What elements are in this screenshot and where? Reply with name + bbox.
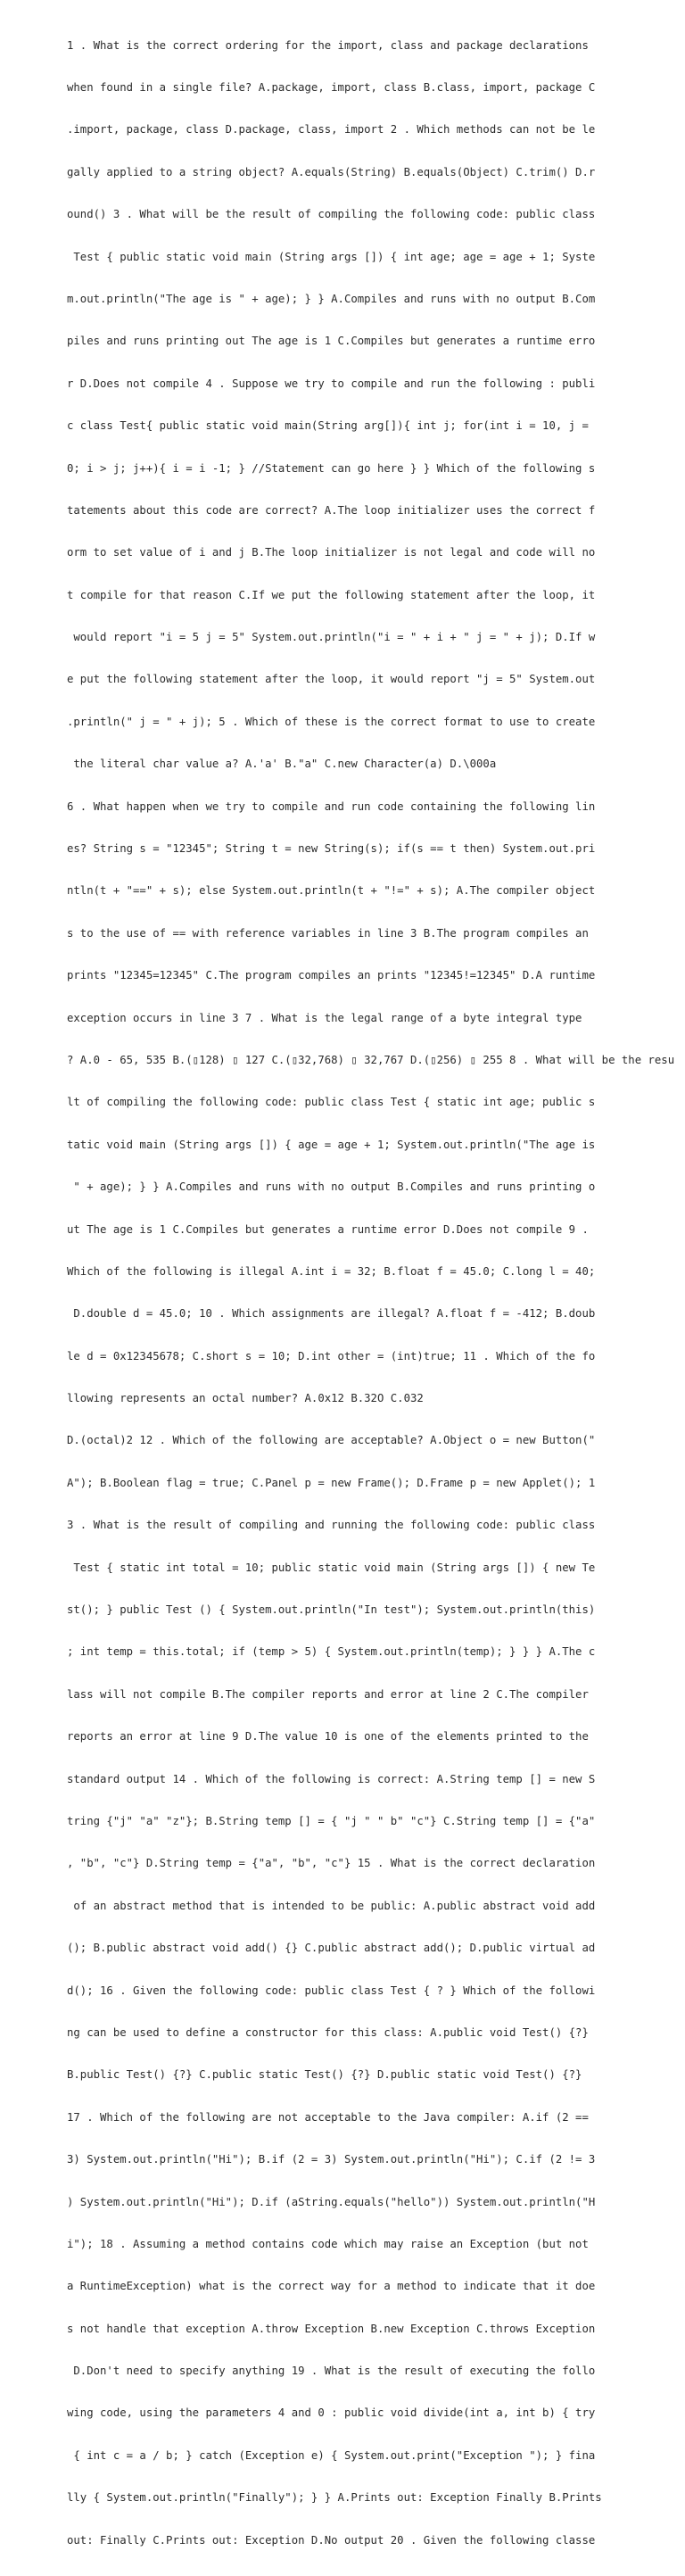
text-line: A"); B.Boolean flag = true; C.Panel p = new Frame(); D.Frame p = new Applet(); 1 [67, 1476, 596, 1489]
text-line: orm to set value of i and j B.The loop initializer is not legal and code will no [67, 546, 596, 559]
text-line: d(); 16 . Given the following code: public class Test { ? } Which of the followi [67, 1984, 596, 1997]
text-line: { int c = a / b; } catch (Exception e) { System.out.print("Exception "); } fina [67, 2448, 596, 2462]
text-line: (); B.public abstract void add() {} C.public abstract add(); D.public virtual ad [67, 1942, 596, 1955]
text-line: Which of the following is illegal A.int i = 32; B.float f = 45.0; C.long l = 40; [67, 1264, 596, 1278]
text-line: of an abstract method that is intended to be public: A.public abstract void add [67, 1899, 596, 1912]
text-line: ) System.out.println("Hi"); D.if (aString.equals("hello")) System.out.println("H [67, 2195, 596, 2208]
document-text [67, 11, 674, 2576]
text-line: ; int temp = this.total; if (temp > 5) { System.out.println(temp); } } } A.The c [67, 1645, 596, 1659]
text-line: out: Finally C.Prints out: Exception D.No output 20 . Given the following classe [67, 2533, 596, 2547]
text-line: , "b", "c"} D.String temp = {"a", "b", "c"} 15 . What is the correct declaration [67, 1857, 596, 1870]
text-line: the literal char value a? A.'a' B."a" C.new Character(a) D.\000a [67, 758, 497, 771]
text-line: a RuntimeException) what is the correct way for a method to indicate that it doe [67, 2280, 596, 2293]
text-line: s not handle that exception A.throw Exception B.new Exception C.throws Exception [67, 2322, 596, 2335]
text-line: 3 . What is the result of compiling and running the following code: public class [67, 1519, 596, 1532]
text-line: piles and runs printing out The age is 1 C.Compiles but generates a runtime erro [67, 335, 596, 348]
text-line: Test { public static void main (String args []) { int age; age = age + 1; Syste [67, 250, 596, 263]
text-line: c class Test{ public static void main(String arg[]){ int j; for(int i = 10, j = [67, 419, 589, 433]
text-line: B.public Test() {?} C.public static Test() {?} D.public static void Test() {?} [67, 2068, 582, 2082]
text-line: ut The age is 1 C.Compiles but generates a runtime error D.Does not compile 9 . [67, 1222, 589, 1236]
text-line: e put the following statement after the loop, it would report "j = 5" System.out [67, 673, 596, 686]
text-line: 6 . What happen when we try to compile and run code containing the following lin [67, 799, 596, 813]
text-line: Test { static int total = 10; public static void main (String args []) { new Te [67, 1561, 596, 1574]
text-line: m.out.println("The age is " + age); } } A.Compiles and runs with no output B.Com [67, 292, 596, 305]
text-line: D.(octal)2 12 . Which of the following are acceptable? A.Object o = new Button(" [67, 1434, 596, 1447]
text-line: i"); 18 . Assuming a method contains code which may raise an Exception (but not [67, 2237, 589, 2250]
text-line: r D.Does not compile 4 . Suppose we try to compile and run the following : publi [67, 377, 596, 390]
text-line: D.Don't need to specify anything 19 . What is the result of executing the follo [67, 2365, 596, 2378]
text-line: prints "12345=12345" C.The program compiles an prints "12345!=12345" D.A runtime [67, 969, 596, 982]
text-line: ? A.0 - 65, 535 B.(▯128) ▯ 127 C.(▯32,768) ▯ 32,767 D.(▯256) ▯ 255 8 . What will be the resu [67, 1053, 675, 1066]
text-line: wing code, using the parameters 4 and 0 : public void divide(int a, int b) { try [67, 2406, 596, 2420]
text-line: lass will not compile B.The compiler reports and error at line 2 C.The compiler [67, 1687, 589, 1701]
text-line: 0; i > j; j++){ i = i -1; } //Statement can go here } } Which of the following s [67, 461, 596, 475]
text-line: lly { System.out.println("Finally"); } } A.Prints out: Exception Finally B.Prints [67, 2491, 602, 2505]
text-line: 1 . What is the correct ordering for the import, class and package declarations [67, 38, 589, 52]
text-line: 3) System.out.println("Hi"); B.if (2 = 3) System.out.println("Hi"); C.if (2 != 3 [67, 2153, 596, 2166]
text-line: would report "i = 5 j = 5" System.out.println("i = " + i + " j = " + j); D.If w [67, 631, 596, 644]
text-line: le d = 0x12345678; C.short s = 10; D.int other = (int)true; 11 . Which of the fo [67, 1349, 596, 1363]
text-line: tatic void main (String args []) { age = age + 1; System.out.println("The age is [67, 1138, 596, 1151]
text-line: lt of compiling the following code: public class Test { static int age; public s [67, 1096, 596, 1109]
text-line: 17 . Which of the following are not acceptable to the Java compiler: A.if (2 == [67, 2110, 589, 2124]
text-line: s to the use of == with reference variables in line 3 B.The program compiles an [67, 926, 589, 940]
text-line: ound() 3 . What will be the result of compiling the following code: public class [67, 208, 596, 221]
text-line: tring {"j" "a" "z"}; B.String temp [] = { "j " " b" "c"} C.String temp [] = {"a" [67, 1815, 596, 1827]
text-line: st(); } public Test () { System.out.println("In test"); System.out.println(this) [67, 1603, 596, 1617]
text-line: t compile for that reason C.If we put the following statement after the loop, it [67, 588, 596, 601]
text-line: standard output 14 . Which of the following is correct: A.String temp [] = new S [67, 1772, 596, 1785]
text-line: D.double d = 45.0; 10 . Which assignments are illegal? A.float f = -412; B.doub [67, 1307, 596, 1321]
text-line: when found in a single file? A.package, import, class B.class, import, package C [67, 80, 596, 94]
text-line: ng can be used to define a constructor for this class: A.public void Test() {?} [67, 2025, 589, 2039]
text-line: llowing represents an octal number? A.0x12 B.32O C.032 [67, 1392, 424, 1405]
text-line: es? String s = "12345"; String t = new String(s); if(s == t then) System.out.pri [67, 842, 596, 856]
text-line: exception occurs in line 3 7 . What is the legal range of a byte integral type [67, 1011, 582, 1024]
text-line: .import, package, class D.package, class, import 2 . Which methods can not be le [67, 123, 596, 137]
text-line: reports an error at line 9 D.The value 10 is one of the elements printed to the [67, 1730, 589, 1744]
text-line: " + age); } } A.Compiles and runs with no output B.Compiles and runs printing o [67, 1180, 596, 1194]
text-line: ntln(t + "==" + s); else System.out.println(t + "!=" + s); A.The compiler object [67, 884, 596, 898]
text-line: .println(" j = " + j); 5 . Which of these is the correct format to use to create [67, 715, 596, 728]
text-line: gally applied to a string object? A.equals(String) B.equals(Object) C.trim() D.r [67, 165, 596, 178]
text-line: tatements about this code are correct? A.The loop initializer uses the correct f [67, 503, 596, 517]
